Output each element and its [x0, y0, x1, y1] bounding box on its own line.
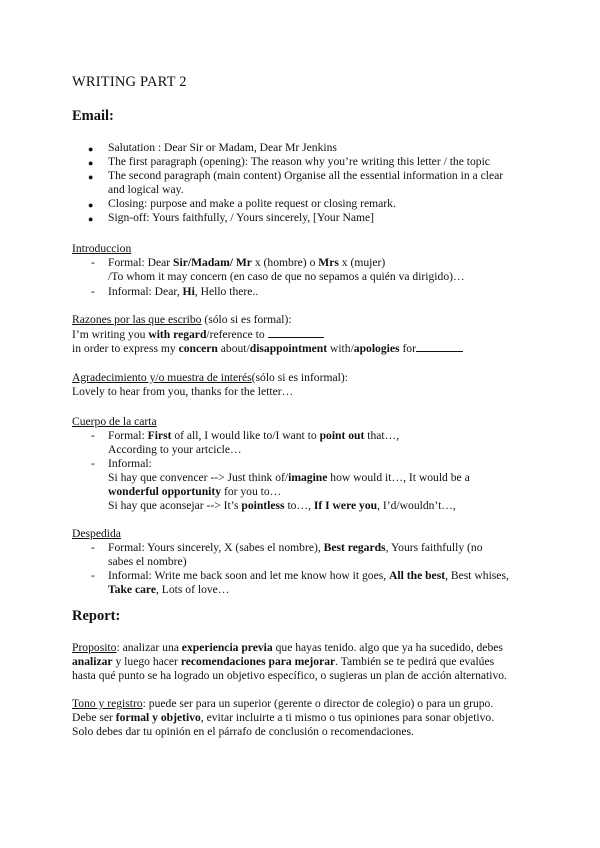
report-purpose-line-3: hasta qué punto se ha logrado un objetivo específico, o sugieras un plan de acción alternativo. — [72, 669, 507, 682]
page-title: WRITING PART 2 — [72, 74, 187, 90]
reasons-heading: Razones por las que escribo (sólo si es formal): — [72, 313, 292, 326]
dash-marker: - — [91, 429, 95, 442]
body-formal-line-2: According to your artcicle… — [108, 443, 242, 456]
report-purpose-line-2: analizar y luego hacer recomendaciones para mejorar. También se te pedirá que evalúes — [72, 655, 495, 668]
list-item-continuation: and logical way. — [108, 183, 184, 196]
fill-in-blank — [416, 341, 463, 352]
intro-formal-line-2: /To whom it may concern (en caso de que no sepamos a quién va dirigido)… — [108, 270, 465, 283]
body-advise-line: Si hay que aconsejar --> It’s pointless to…, If I were you, I’d/wouldn’t…, — [108, 499, 456, 512]
dash-marker: - — [91, 569, 95, 582]
dash-marker: - — [91, 285, 95, 298]
intro-informal-line: Informal: Dear, Hi, Hello there.. — [108, 285, 259, 298]
reasons-line-1: I’m writing you with regard/reference to — [72, 327, 324, 342]
dash-marker: - — [91, 541, 95, 554]
thanks-line: Lovely to hear from you, thanks for the letter… — [72, 385, 294, 398]
list-item: The second paragraph (main content) Organise all the essential information in a clear — [108, 169, 504, 182]
bullet-icon: ● — [88, 200, 94, 210]
body-heading: Cuerpo de la carta — [72, 415, 157, 428]
list-item: Closing: purpose and make a polite request or closing remark. — [108, 197, 396, 210]
thanks-heading: Agradecimiento y/o muestra de interés(sólo si es informal): — [72, 371, 348, 384]
list-item: Sign-off: Yours faithfully, / Yours sincerely, [Your Name] — [108, 211, 375, 224]
report-purpose-line-1: Proposito: analizar una experiencia previa que hayas tenido. algo que ya ha sucedido, debes — [72, 641, 503, 654]
bullet-icon: ● — [88, 144, 94, 154]
body-formal-line: Formal: First of all, I would like to/I want to point out that…, — [108, 429, 400, 442]
body-convince-line-2: wonderful opportunity for you to… — [108, 485, 282, 498]
email-heading: Email: — [72, 108, 114, 124]
report-tone-line-2: Debe ser formal y objetivo, evitar incluirte a ti mismo o tus opiniones para sonar objetivo. — [72, 711, 495, 724]
farewell-formal-line-2: sabes el nombre) — [108, 555, 187, 568]
bullet-icon: ● — [88, 172, 94, 182]
body-convince-line: Si hay que convencer --> Just think of/imagine how would it…, It would be a — [108, 471, 470, 484]
dash-marker: - — [91, 256, 95, 269]
fill-in-blank — [268, 327, 324, 338]
report-heading: Report: — [72, 608, 121, 624]
reasons-line-2: in order to express my concern about/disappointment with/apologies for — [72, 341, 463, 356]
farewell-heading: Despedida — [72, 527, 121, 540]
bullet-icon: ● — [88, 158, 94, 168]
farewell-informal-line-2: Take care, Lots of love… — [108, 583, 230, 596]
intro-heading: Introduccion — [72, 242, 132, 255]
list-item: The first paragraph (opening): The reason why you’re writing this letter / the topic — [108, 155, 490, 168]
report-tone-line-3: Solo debes dar tu opinión en el párrafo de conclusión o recomendaciones. — [72, 725, 414, 738]
intro-formal-line: Formal: Dear Sir/Madam/ Mr x (hombre) o Mrs x (mujer) — [108, 256, 386, 269]
body-informal-label: Informal: — [108, 457, 152, 470]
report-tone-line-1: Tono y registro: puede ser para un superior (gerente o director de colegio) o para un grupo. — [72, 697, 494, 710]
bullet-icon: ● — [88, 214, 94, 224]
list-item: Salutation : Dear Sir or Madam, Dear Mr Jenkins — [108, 141, 337, 154]
farewell-informal-line: Informal: Write me back soon and let me know how it goes, All the best, Best whises, — [108, 569, 509, 582]
farewell-formal-line: Formal: Yours sincerely, X (sabes el nombre), Best regards, Yours faithfully (no — [108, 541, 483, 554]
dash-marker: - — [91, 457, 95, 470]
